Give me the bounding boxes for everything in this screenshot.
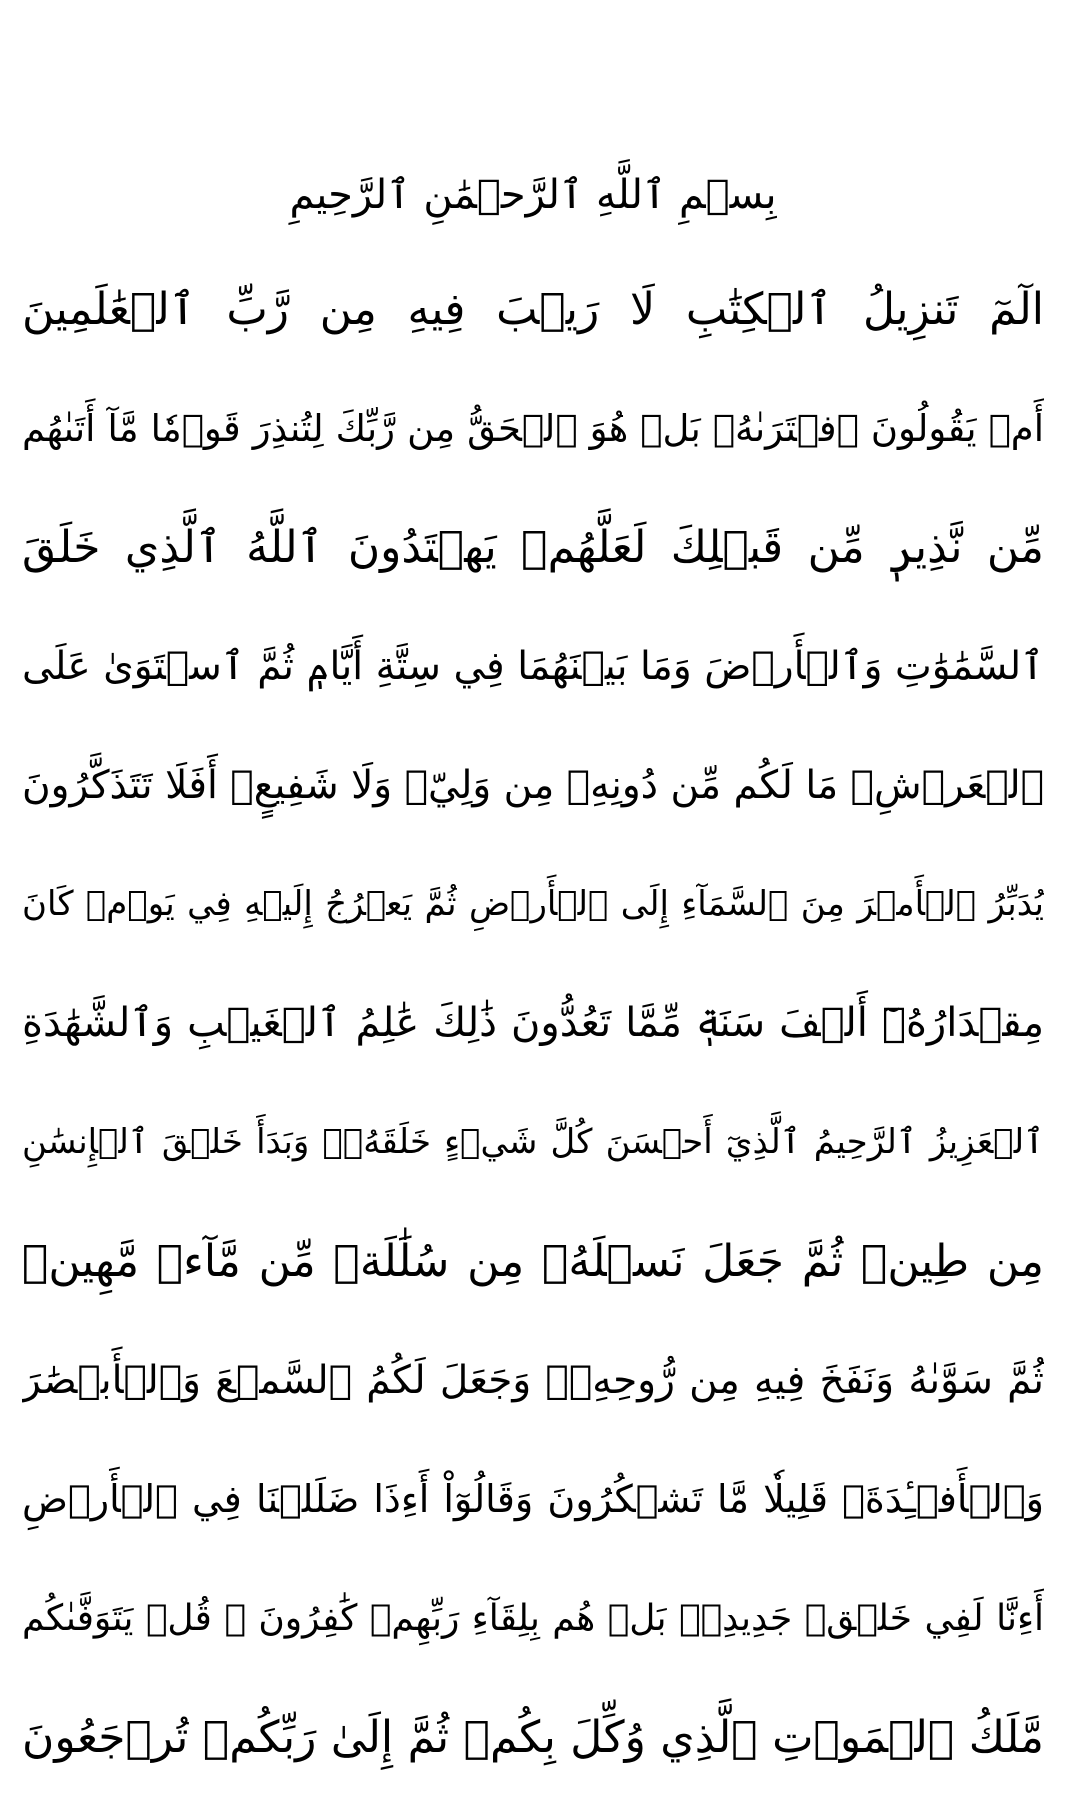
verse-line: مِقۡدَارُهُۥٓ أَلۡفَ سَنَةٖ مِّمَّا تَعُدُّونَ ذَٰلِكَ عَٰلِمُ ٱلۡغَيۡبِ وَٱلشَّهَٰدَةِ (22, 1000, 1044, 1046)
verse-line: مَّلَكُ ٱلۡمَوۡتِ ٱلَّذِي وُكِّلَ بِكُمۡ ثُمَّ إِلَىٰ رَبِّكُمۡ تُرۡجَعُونَ (22, 1712, 1044, 1763)
verse-line: أَءِنَّا لَفِي خَلۡقٖ جَدِيدِۭۚ بَلۡ هُم بِلِقَآءِ رَبِّهِمۡ كَٰفِرُونَ ۞ قُلۡ يَتَوَفَّىٰكُم (22, 1598, 1044, 1639)
verse-line: ثُمَّ سَوَّىٰهُ وَنَفَخَ فِيهِ مِن رُّوحِهِۦۖ وَجَعَلَ لَكُمُ ٱلسَّمۡعَ وَٱلۡأَبۡصَٰرَ (22, 1358, 1044, 1403)
verse-line: ٱلسَّمَٰوَٰتِ وَٱلۡأَرۡضَ وَمَا بَيۡنَهُمَا فِي سِتَّةِ أَيَّامٖ ثُمَّ ٱسۡتَوَىٰ عَلَى (22, 644, 1044, 689)
verse-line: مِن طِينٖ ثُمَّ جَعَلَ نَسۡلَهُۥ مِن سُلَٰلَةٖ مِّن مَّآءٖ مَّهِينٖ (22, 1236, 1044, 1287)
verse-line: ٱلۡعَزِيزُ ٱلرَّحِيمُ ٱلَّذِيٓ أَحۡسَنَ كُلَّ شَيۡءٍ خَلَقَهُۥۖ وَبَدَأَ خَلۡقَ ٱلۡإِنسَٰنِ (22, 1122, 1044, 1162)
verse-line: يُدَبِّرُ ٱلۡأَمۡرَ مِنَ ٱلسَّمَآءِ إِلَى ٱلۡأَرۡضِ ثُمَّ يَعۡرُجُ إِلَيۡهِ فِي يَوۡمٖ كَانَ (22, 884, 1044, 924)
verse-text-block (22, 250, 1044, 1797)
verse-line: ٱلۡعَرۡشِۖ مَا لَكُم مِّن دُونِهِۦ مِن وَلِيّٖ وَلَا شَفِيعٍۚ أَفَلَا تَتَذَكَّرُونَ (22, 763, 1044, 808)
verse-line: وَٱلۡأَفۡـِٔدَةَۚ قَلِيلٗا مَّا تَشۡكُرُونَ وَقَالُوٓاْ أَءِذَا ضَلَلۡنَا فِي ٱلۡأَرۡضِ (22, 1477, 1044, 1521)
verse-line: أَمۡ يَقُولُونَ ٱفۡتَرَىٰهُۚ بَلۡ هُوَ ٱلۡحَقُّ مِن رَّبِّكَ لِتُنذِرَ قَوۡمٗا مَّآ أَتَىٰهُم (22, 407, 1044, 450)
verse-line: الٓمٓ تَنزِيلُ ٱلۡكِتَٰبِ لَا رَيۡبَ فِيهِ مِن رَّبِّ ٱلۡعَٰلَمِينَ (22, 284, 1044, 335)
basmala: بِسۡمِ ٱللَّهِ ٱلرَّحۡمَٰنِ ٱلرَّحِيمِ (289, 172, 777, 218)
verse-line: مِّن نَّذِيرٖ مِّن قَبۡلِكَ لَعَلَّهُمۡ يَهۡتَدُونَ ٱللَّهُ ٱلَّذِي خَلَقَ (22, 522, 1044, 573)
